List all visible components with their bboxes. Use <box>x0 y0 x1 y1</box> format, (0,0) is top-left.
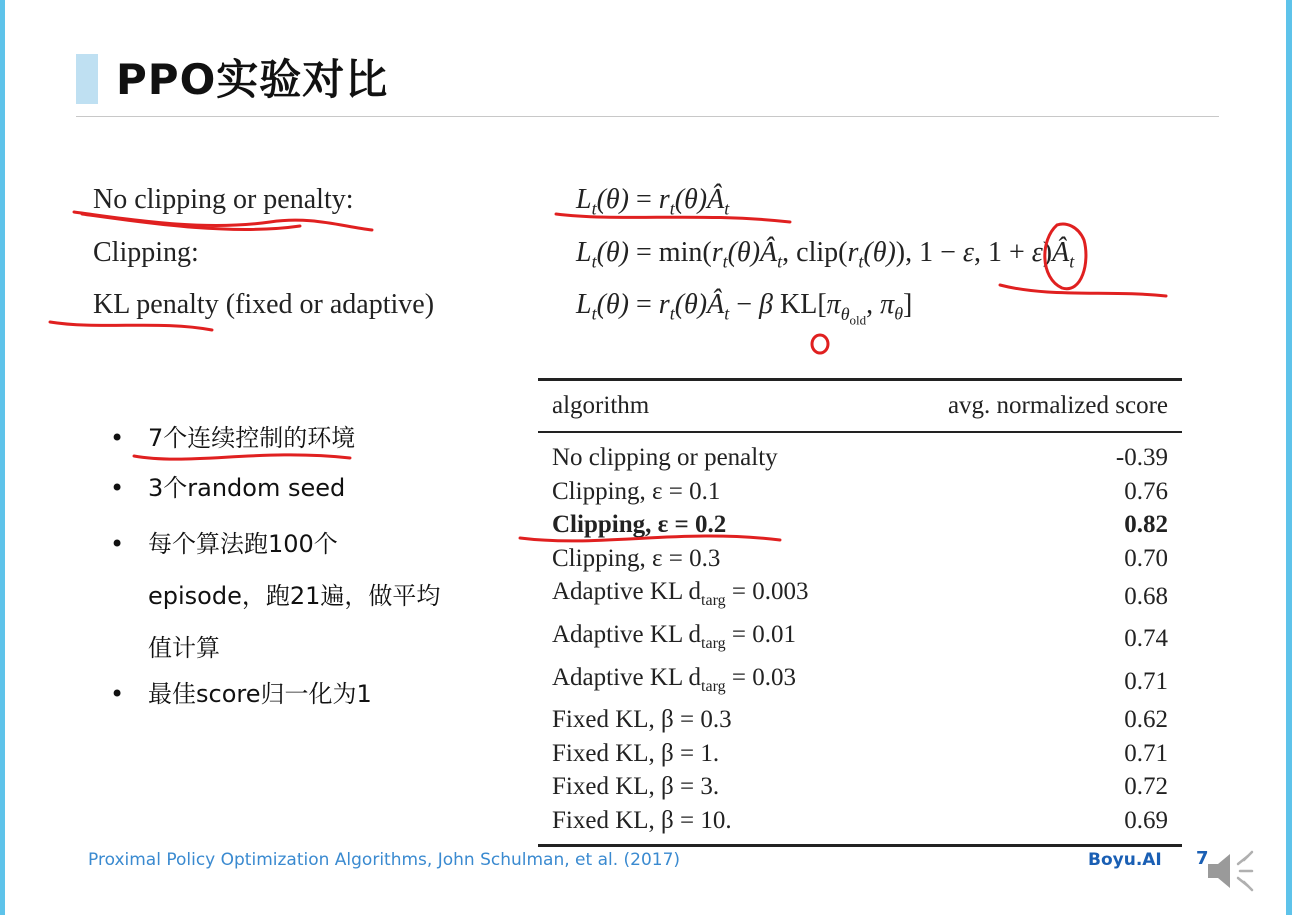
left-edge-strip <box>0 0 5 915</box>
table-header-row <box>538 380 1182 433</box>
right-edge-strip <box>1286 0 1292 915</box>
equation-clipping: $L_t(\theta)$ = $\min(r_t(\theta)Â_t$, $clip(r_t(\theta))$, 1 − ε, $1 + \varepsilon)Â_t$ <box>576 237 1075 272</box>
title-accent-bar <box>76 54 98 104</box>
bullet-dot-icon: • <box>110 424 125 452</box>
table-row-best: Clipping, ε = 0.2 0.82 <box>552 511 1168 539</box>
title-divider <box>76 116 1219 117</box>
list-item: • 每个算法跑100个episode，跑21遍，做平均值计算 <box>110 518 448 674</box>
page-number: 7 <box>1196 848 1209 869</box>
table-row: Adaptive KL $d_{targ} = 0.003$ 0.68 <box>552 578 1168 610</box>
objective-label-clipping: Clipping: <box>93 237 199 268</box>
table-row: Fixed KL, β = 3. 0.72 <box>552 773 1168 801</box>
column-header-algorithm: algorithm <box>538 380 882 433</box>
bullet-dot-icon: • <box>110 680 125 708</box>
list-item: • 最佳score归一化为1 <box>110 674 448 724</box>
table-row: Clipping, ε = 0.1 0.76 <box>552 477 1168 505</box>
list-item: • 3个random seed <box>110 468 448 518</box>
objective-label-no-clip: No clipping or penalty: <box>93 184 354 215</box>
bullet-dot-icon: • <box>110 474 125 502</box>
bullet-dot-icon: • <box>110 530 125 558</box>
table-row: Fixed KL, β = 10. 0.69 <box>538 804 1182 845</box>
list-item: • 7个连续控制的环境 <box>110 418 448 468</box>
brand-logo-text: Boyu.AI <box>1088 850 1162 870</box>
table-row: Adaptive KL $d_{targ} = 0.03$ 0.71 <box>552 663 1168 696</box>
table-row: Fixed KL, β = 0.3 0.62 <box>552 706 1168 734</box>
bullet-list <box>110 418 448 724</box>
table-row: No clipping or penalty -0.39 <box>552 444 1168 471</box>
equation-no-clip: $L_t(\theta)$ = $r_t(\theta)Â_t$ <box>576 184 730 219</box>
column-header-score: avg. normalized score <box>882 380 1182 433</box>
results-table <box>538 378 1182 847</box>
equation-kl: $L_t(\theta)$ = $r_t(\theta)Â_t - \beta$ $KL[\pi_{\theta_{old}}$, $\pi_\theta$] <box>576 289 913 328</box>
table-row: Clipping, ε = 0.3 0.70 <box>552 544 1168 572</box>
objective-label-kl: KL penalty (fixed or adaptive) <box>93 289 435 320</box>
speaker-icon[interactable] <box>1200 846 1264 896</box>
citation-footer: Proximal Policy Optimization Algorithms, John Schulman, et al. (2017) <box>88 850 681 870</box>
table-row: Fixed KL, β = 1. 0.71 <box>552 739 1168 767</box>
slide-title: PPO实验对比 <box>116 55 389 104</box>
table-row: Adaptive KL $d_{targ} = 0.01$ 0.74 <box>552 620 1168 653</box>
